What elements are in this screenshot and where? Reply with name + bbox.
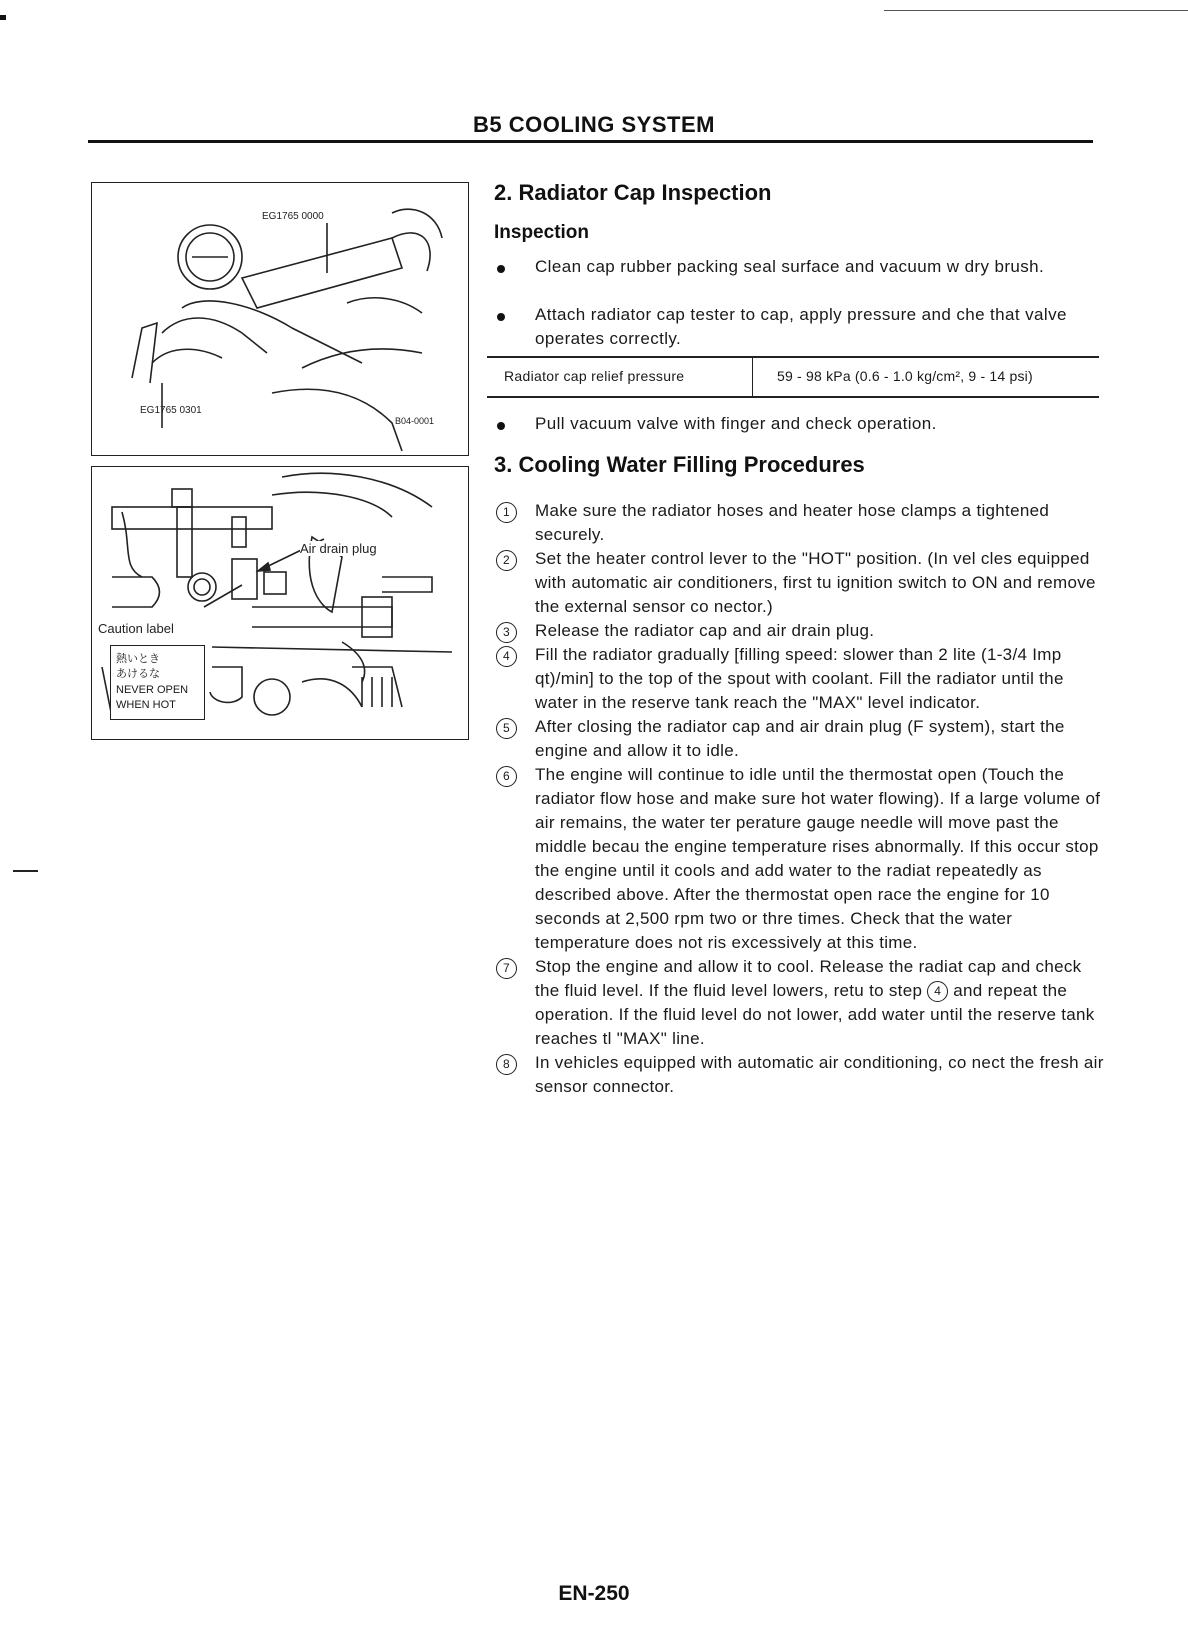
- procedure-step: [494, 547, 1106, 619]
- step-number: 6: [496, 766, 517, 787]
- spec-divider: [752, 358, 753, 396]
- step-number: 3: [496, 622, 517, 643]
- step-text: Fill the radiator gradually [filling speed: slower than 2 lite (1-3/4 Imp qt)/min] to the top of the spout with coolant. Fill the radiator until the water in the reserve tank reach the "MAX" level indicator.: [535, 645, 1064, 712]
- procedure-step: [494, 643, 1106, 715]
- caution-jp-line2: あけるな: [116, 667, 160, 680]
- step-number: 8: [496, 1054, 517, 1075]
- step-text: After closing the radiator cap and air drain plug (F system), start the engine and allow it to idle.: [535, 717, 1065, 760]
- top-rule: [884, 10, 1188, 11]
- bullet-dot: [497, 422, 505, 430]
- section-2-subtitle: Inspection: [494, 222, 590, 243]
- margin-mark: [0, 15, 6, 20]
- figure-cap-tester: [91, 182, 469, 456]
- figure-ref: B04-0001: [395, 416, 435, 426]
- step-text-before: Stop the engine and allow it to cool. Release the radiat cap and check the fluid level. If the fluid level lowers, retu to step: [535, 957, 1082, 1000]
- procedure-step: [494, 499, 1106, 547]
- figure-air-drain-plug: [91, 466, 469, 740]
- procedure-step: [494, 955, 1106, 1051]
- step-number: 2: [496, 550, 517, 571]
- bullet-text: Clean cap rubber packing seal surface and vacuum w dry brush.: [535, 257, 1045, 276]
- caution-label-callout: Caution label: [98, 621, 174, 636]
- air-drain-plug-callout: Air drain plug: [300, 541, 377, 556]
- procedure-step: [494, 763, 1106, 955]
- header-rule: [88, 140, 1093, 143]
- section-2-title: 2. Radiator Cap Inspection: [494, 180, 772, 205]
- bullet-dot: [497, 265, 505, 273]
- procedure-steps: [494, 499, 1106, 1099]
- bullet-item: [494, 303, 1094, 351]
- bullet-text: Attach radiator cap tester to cap, apply pressure and che that valve operates correctly.: [535, 305, 1067, 348]
- bullet-item: [494, 412, 1094, 436]
- caution-when-hot: WHEN HOT: [116, 699, 176, 711]
- section-3-title: 3. Cooling Water Filling Procedures: [494, 452, 865, 477]
- bullet-item: [494, 255, 1094, 279]
- step-text-after: and repeat the operation. If the fluid level do not lower, add water until the reserve tank reaches tl "MAX" line.: [535, 981, 1095, 1048]
- step-number: 1: [496, 502, 517, 523]
- caution-jp-line1: 熱いとき: [116, 652, 160, 665]
- bullet-dot: [497, 313, 505, 321]
- caution-label-box: [110, 645, 205, 720]
- step-number: 4: [496, 646, 517, 667]
- caution-never-open: NEVER OPEN: [116, 684, 189, 696]
- step-reference-number: 4: [927, 981, 948, 1002]
- procedure-step: [494, 619, 1106, 643]
- figure-label-top: EG1765 0000: [262, 211, 324, 222]
- spec-table: [487, 356, 1099, 398]
- margin-dash: [13, 870, 38, 872]
- bullet-text: Pull vacuum valve with finger and check operation.: [535, 414, 937, 433]
- step-text: The engine will continue to idle until the thermostat open (Touch the radiator flow hose and make sure hot water flowing). If a large volume of air remains, the water ter perature gauge needle will move past the middle becau the engine temperature rises abnormally. If this occur stop the engine until it cools and add water to the radiat repeatedly as described above. After the thermostat open race the engine for 10 seconds at 2,500 rpm two or thre times. Check that the water temperature does not ris excessively at this time.: [535, 765, 1101, 952]
- figure-label-bottom: EG1765 0301: [140, 405, 202, 416]
- spec-value: 59 - 98 kPa (0.6 - 1.0 kg/cm², 9 - 14 psi): [777, 368, 1033, 384]
- step-text: In vehicles equipped with automatic air conditioning, co nect the fresh air sensor connector.: [535, 1053, 1104, 1096]
- page-number: EN-250: [558, 1582, 630, 1605]
- step-number: 7: [496, 958, 517, 979]
- step-text: Set the heater control lever to the "HOT" position. (In vel cles equipped with automatic air conditioners, first tu ignition switch to ON and remove the external sensor co nector.): [535, 549, 1096, 616]
- page-header-title: B5 COOLING SYSTEM: [473, 112, 715, 137]
- procedure-step: [494, 715, 1106, 763]
- spec-label: Radiator cap relief pressure: [504, 368, 685, 384]
- step-text: Release the radiator cap and air drain plug.: [535, 621, 875, 640]
- procedure-step: [494, 1051, 1106, 1099]
- step-number: 5: [496, 718, 517, 739]
- step-text: Make sure the radiator hoses and heater hose clamps a tightened securely.: [535, 501, 1050, 544]
